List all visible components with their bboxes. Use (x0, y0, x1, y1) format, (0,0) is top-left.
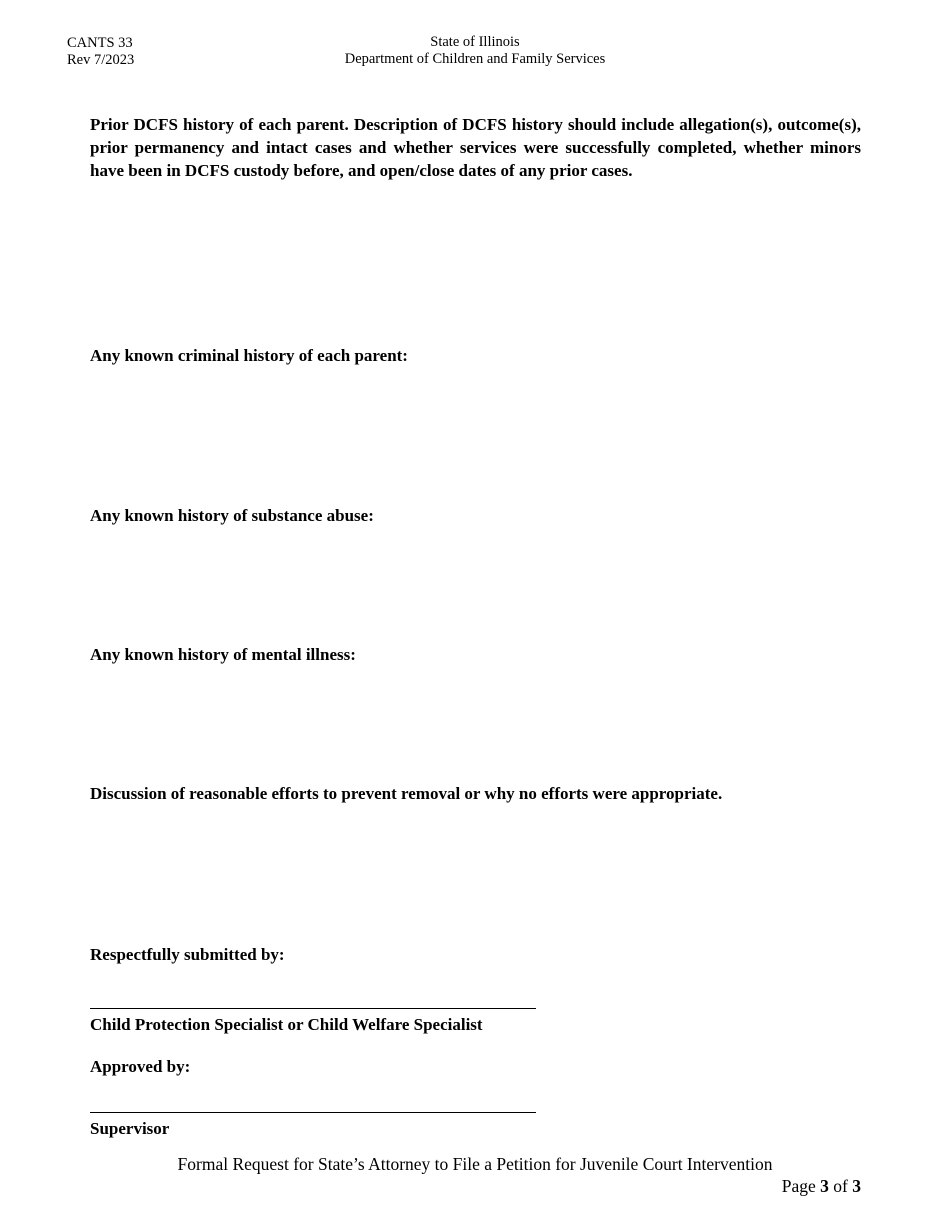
dcfs-history-prompt: Prior DCFS history of each parent. Description of DCFS history should include allegation(s), outcome(s), prior permanency and intact cases and whether services were successfully completed, whether minors have been in DCFS custody before, and open/close dates of any prior cases. (90, 115, 861, 180)
supervisor-title: Supervisor (90, 1119, 170, 1138)
approved-by-label: Approved by: (90, 1057, 191, 1076)
state-name: State of Illinois (430, 34, 520, 50)
specialist-title: Child Protection Specialist or Child Welfare Specialist (90, 1015, 483, 1034)
submitted-by-label: Respectfully submitted by: (90, 945, 285, 964)
substance-abuse-prompt: Any known history of substance abuse: (90, 506, 374, 525)
supervisor-signature-line (90, 1112, 536, 1113)
page-of: of (833, 1176, 848, 1196)
specialist-signature-line (90, 1008, 536, 1009)
department-name: Department of Children and Family Services (344, 51, 606, 67)
criminal-history-prompt: Any known criminal history of each parent: (90, 346, 408, 365)
page-number (782, 1175, 861, 1197)
agency-header (0, 34, 950, 68)
footer-form-title: Formal Request for State’s Attorney to File a Petition for Juvenile Court Intervention (177, 1154, 773, 1174)
reasonable-efforts-prompt: Discussion of reasonable efforts to prevent removal or why no efforts were appropriate. (90, 784, 723, 803)
mental-illness-prompt: Any known history of mental illness: (90, 645, 356, 664)
form-number: CANTS 33 (67, 35, 133, 51)
form-revision: Rev 7/2023 (67, 52, 135, 68)
page-prefix: Page (781, 1176, 816, 1196)
page-current: 3 (820, 1176, 829, 1196)
page-total: 3 (852, 1176, 861, 1196)
